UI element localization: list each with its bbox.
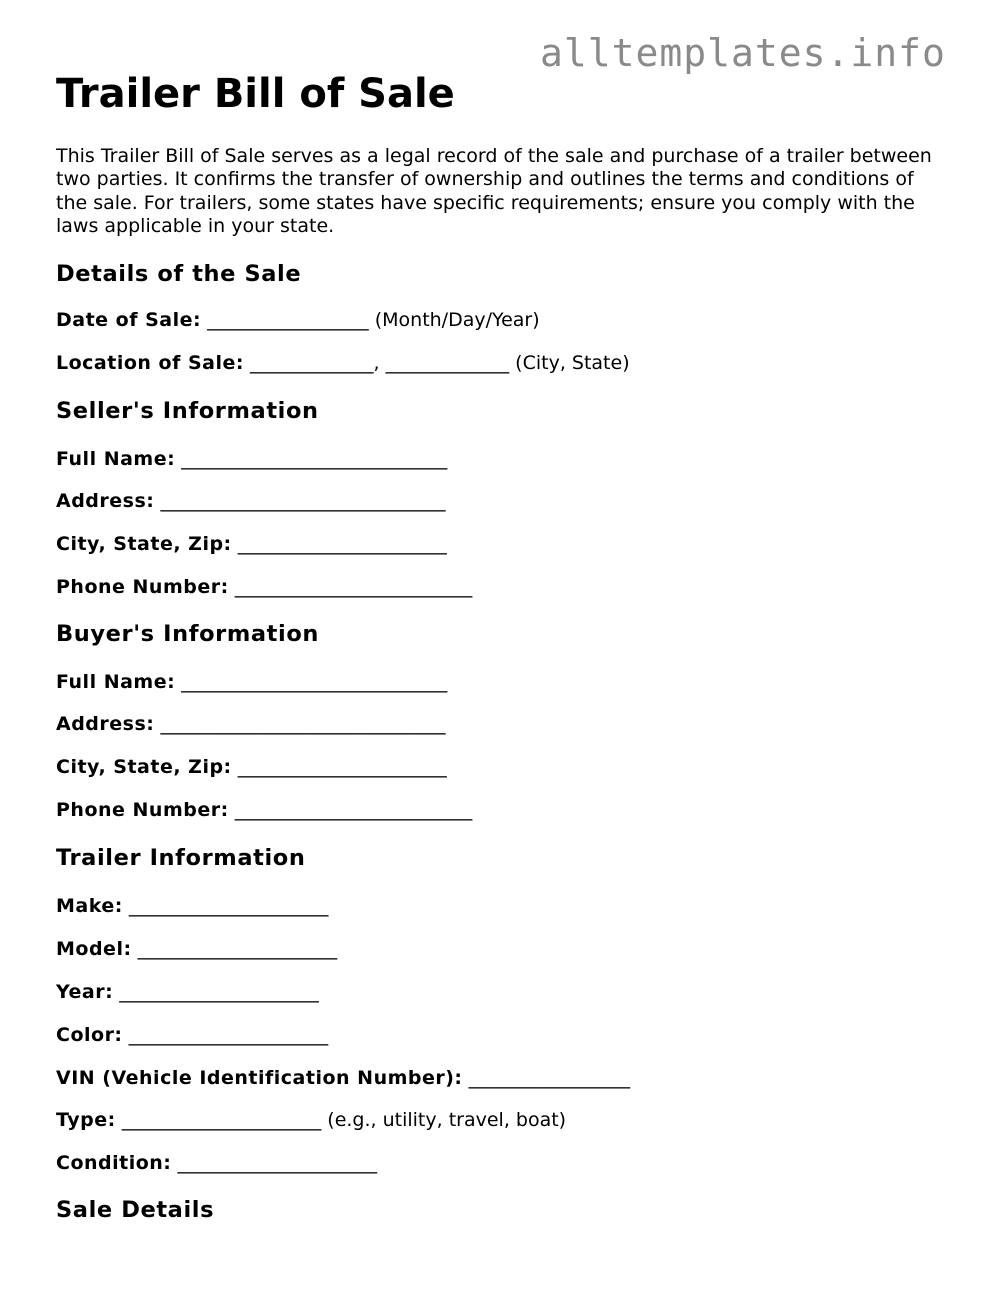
buyer-phone-blank[interactable]: _________________________: [234, 799, 473, 821]
field-hint: (City, State): [515, 352, 630, 374]
type-blank[interactable]: _____________________: [121, 1109, 322, 1131]
field-type: [56, 1108, 566, 1132]
field-label: City, State, Zip:: [56, 756, 232, 778]
field-seller-city-state-zip: [56, 532, 447, 556]
seller-csz-blank[interactable]: ______________________: [237, 533, 447, 555]
vin-blank[interactable]: _________________: [468, 1067, 631, 1089]
field-location-of-sale: [56, 351, 630, 375]
field-label: Full Name:: [56, 671, 176, 693]
field-buyer-name: [56, 670, 447, 694]
field-label: City, State, Zip:: [56, 533, 232, 555]
field-label: Color:: [56, 1024, 123, 1046]
section-heading-seller: Seller's Information: [56, 398, 319, 424]
field-label: Model:: [56, 938, 132, 960]
field-condition: [56, 1151, 377, 1175]
field-hint: (Month/Day/Year): [374, 309, 540, 331]
section-heading-buyer: Buyer's Information: [56, 621, 320, 647]
field-label: Type:: [56, 1109, 116, 1131]
section-heading-trailer: Trailer Information: [56, 845, 306, 871]
field-label: Full Name:: [56, 448, 176, 470]
location-blank[interactable]: _____________, _____________: [250, 352, 510, 374]
field-buyer-city-state-zip: [56, 755, 447, 779]
section-heading-sale-details: Sale Details: [56, 1197, 215, 1223]
field-buyer-phone: [56, 798, 472, 822]
color-blank[interactable]: _____________________: [128, 1024, 329, 1046]
field-label: Phone Number:: [56, 799, 229, 821]
field-model: [56, 937, 337, 961]
condition-blank[interactable]: _____________________: [177, 1152, 377, 1174]
section-heading-sale: Details of the Sale: [56, 261, 302, 287]
field-date-of-sale: [56, 308, 540, 332]
field-seller-phone: [56, 575, 472, 599]
field-hint: (e.g., utility, travel, boat): [327, 1109, 567, 1131]
field-label: Phone Number:: [56, 576, 229, 598]
make-blank[interactable]: _____________________: [128, 895, 329, 917]
seller-address-blank[interactable]: ______________________________: [160, 490, 446, 512]
field-label: Address:: [56, 490, 155, 512]
field-color: [56, 1023, 328, 1047]
seller-phone-blank[interactable]: _________________________: [234, 576, 473, 598]
field-label: Location of Sale:: [56, 352, 244, 374]
page-title: Trailer Bill of Sale: [56, 71, 455, 117]
buyer-address-blank[interactable]: ______________________________: [160, 713, 446, 735]
field-label: Make:: [56, 895, 123, 917]
intro-paragraph: This Trailer Bill of Sale serves as a legal record of the sale and purchase of a trailer between two parties. It confirms the transfer of ownership and outlines the terms and conditions of the sale. For trailers, some states have specific requirements; ensure you comply with the laws applicable in your state.: [56, 145, 932, 238]
field-seller-name: [56, 447, 447, 471]
field-label: Date of Sale:: [56, 309, 202, 331]
field-label: Condition:: [56, 1152, 172, 1174]
field-make: [56, 894, 328, 918]
field-vin: [56, 1066, 630, 1090]
seller-name-blank[interactable]: ____________________________: [181, 448, 448, 470]
year-blank[interactable]: _____________________: [119, 981, 319, 1003]
field-year: [56, 980, 319, 1004]
field-label: Year:: [56, 981, 114, 1003]
field-seller-address: [56, 489, 445, 513]
field-label: VIN (Vehicle Identification Number):: [56, 1067, 463, 1089]
buyer-name-blank[interactable]: ____________________________: [181, 671, 448, 693]
date-blank[interactable]: _________________: [207, 309, 369, 331]
buyer-csz-blank[interactable]: ______________________: [237, 756, 447, 778]
watermark: alltemplates.info: [540, 31, 946, 75]
field-buyer-address: [56, 712, 445, 736]
model-blank[interactable]: _____________________: [137, 938, 338, 960]
field-label: Address:: [56, 713, 155, 735]
